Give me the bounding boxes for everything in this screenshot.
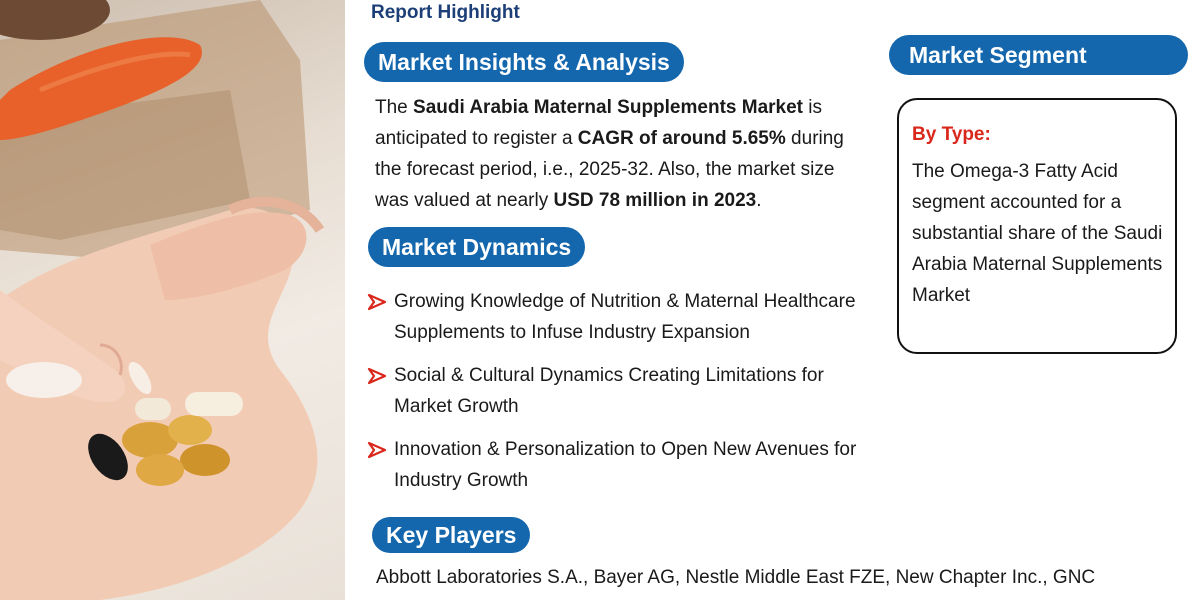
market-size-value: USD 78 million in 2023 [553, 190, 757, 211]
report-highlight-title: Report Highlight [371, 2, 520, 23]
list-item [366, 434, 886, 496]
cagr-value: CAGR of around 5.65% [577, 128, 786, 149]
list-item [366, 286, 886, 348]
insights-text-2: is anticipated to register a [375, 97, 822, 149]
segment-type-text: The Omega-3 Fatty Acid segment accounted for a substantial share of the Saudi Arabia Maternal Supplements Market [912, 161, 1163, 306]
insights-text-3: during the forecast period, i.e., 2025-32. Also, the market size was valued at nearly [375, 128, 844, 211]
market-dynamics-heading: Market Dynamics [368, 227, 585, 267]
key-players-text: Abbott Laboratories S.A., Bayer AG, Nestle Middle East FZE, New Chapter Inc., GNC [376, 567, 1096, 588]
market-segment-heading: Market Segment [889, 35, 1188, 75]
chevron-right-icon [366, 440, 390, 460]
hand-with-capsules-photo [0, 0, 345, 600]
market-insights-heading: Market Insights & Analysis [364, 42, 684, 82]
insights-text-1: The [375, 97, 414, 118]
insights-text-4: . [756, 190, 762, 211]
dynamics-item-1: Growing Knowledge of Nutrition & Maternal Healthcare Supplements to Infuse Industry Expansion [394, 291, 856, 343]
chevron-right-icon [366, 366, 390, 386]
market-insights-paragraph [375, 92, 855, 216]
key-players-heading: Key Players [372, 517, 530, 553]
market-name: Saudi Arabia Maternal Supplements Market [413, 97, 803, 118]
list-item [366, 360, 886, 422]
market-dynamics-list [366, 286, 886, 508]
dynamics-item-2: Social & Cultural Dynamics Creating Limitations for Market Growth [394, 365, 824, 417]
market-segment-box [897, 98, 1177, 354]
dynamics-item-3: Innovation & Personalization to Open New Avenues for Industry Growth [394, 439, 857, 491]
segment-type-label: By Type: [912, 124, 991, 145]
chevron-right-icon [366, 292, 390, 312]
